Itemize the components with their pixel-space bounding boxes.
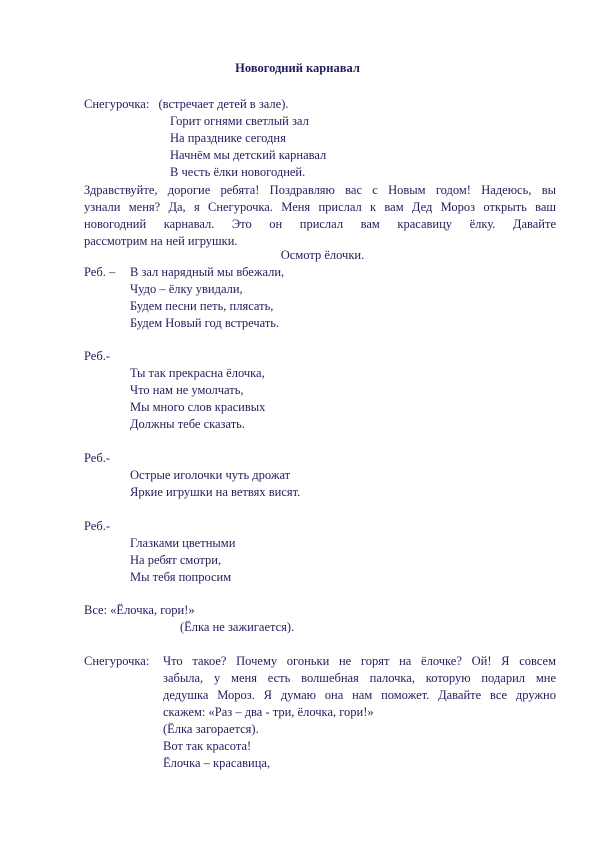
verse-line: Яркие игрушки на ветвях висят. [130,485,301,499]
verse-line: Глазками цветными [130,536,236,550]
snow2-speaker: Снегурочка: [84,654,150,668]
greeting-paragraph [84,182,556,250]
verse-line: Будем Новый год встречать. [130,316,280,330]
document-title: Новогодний карнавал [235,61,360,75]
child4-speaker: Реб.- [84,519,110,533]
child2-speaker: Реб.- [84,349,110,363]
child1-speaker: Реб. – [84,265,116,279]
paragraph-line: Здравствуйте, дорогие ребята! Поздравляю вас с Новым годом! Надеюсь, вы [84,183,556,197]
speech-line: Ёлочка – красавица, [163,756,271,770]
verse-line: В честь ёлки новогодней. [170,165,306,179]
verse-line: На ребят смотри, [130,553,222,567]
paragraph-line: новогодний карнавал. Это он прислал вам красавицу ёлку. Давайте [84,217,556,231]
speaker-label: Снегурочка: [84,97,150,111]
speech-line: скажем: «Раз – два - три, ёлочка, гори!» [163,705,374,719]
paragraph-line: узнали меня? Да, я Снегурочка. Меня прислал к вам Дед Мороз открыть ваш [84,200,556,214]
paragraph-line: рассмотрим на ней игрушки. [84,234,238,248]
child2-verse [130,365,265,433]
verse-line: Чудо – ёлку увидали, [130,282,243,296]
verse-line: Должны тебе сказать. [130,417,246,431]
verse-line: Мы много слов красивых [130,400,266,414]
stage-direction: (Ёлка загорается). [163,722,259,736]
verse-line: В зал нарядный мы вбежали, [130,265,285,279]
verse-line: Что нам не умолчать, [130,383,244,397]
child3-speaker: Реб.- [84,451,110,465]
verse-line: На празднике сегодня [170,131,286,145]
speech-line: Что такое? Почему огоньки не горят на ёлочке? Ой! Я совсем [163,654,556,668]
intro-speaker-line [84,96,289,113]
speech-line: Вот так красота! [163,739,252,753]
verse-line: Мы тебя попросим [130,570,232,584]
snow2-speech [163,653,556,772]
child4-verse [130,535,235,586]
all-line: Все: «Ёлочка, гори!» [84,603,195,617]
verse-line: Будем песни петь, плясать, [130,299,274,313]
child3-verse [130,467,300,501]
speech-line: забыла, у меня есть волшебная палочка, которую подарил мне [163,671,556,685]
intro-verse [170,113,326,181]
stage-direction: (Ёлка не зажигается). [180,620,295,634]
verse-line: Ты так прекрасна ёлочка, [130,366,265,380]
speech-line: дедушка Мороз. Я думаю она нам поможет. Давайте все дружно [163,688,556,702]
verse-line: Начнём мы детский карнавал [170,148,327,162]
stage-direction: Осмотр ёлочки. [280,248,365,262]
tree-look-direction [0,247,595,264]
verse-line: Острые иголочки чуть дрожат [130,468,291,482]
child1-verse [130,264,284,332]
stage-direction: (встречает детей в зале). [158,97,289,111]
verse-line: Горит огнями светлый зал [170,114,309,128]
